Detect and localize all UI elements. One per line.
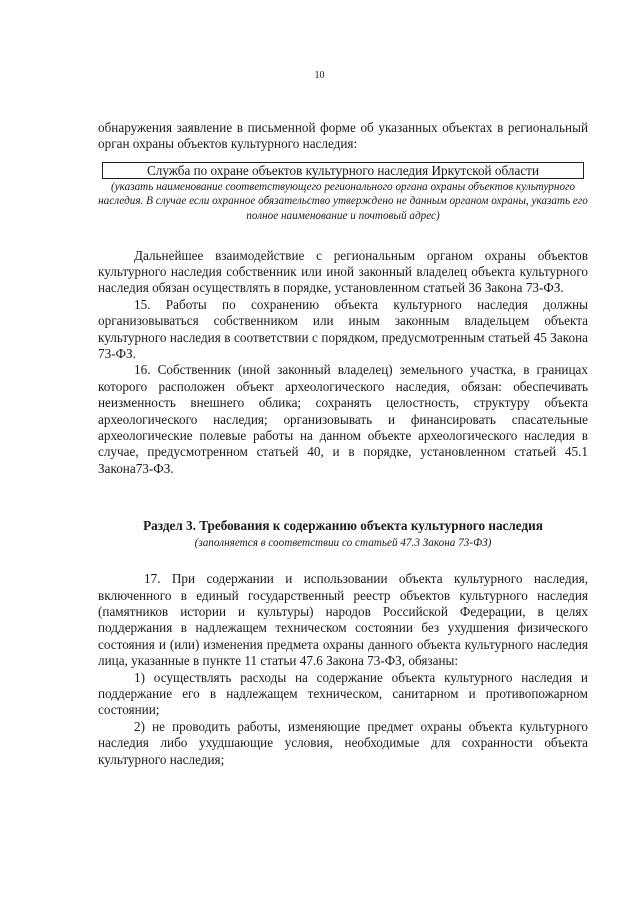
list-item-2: 2) не проводить работы, изменяющие предмет охраны объекта культурного наследия либо ухудшающие условия, необходимые для сохранности объекта культурного наследия; — [98, 718, 588, 767]
paragraph-17: 17. При содержании и использовании объекта культурного наследия, включенного в единый государственный реестр объектов культурного наследия (памятников истории и культуры) народов Российской Федерации, в целях поддержания в надлежащем техническом состоянии без ухудшения физического состояния и (или) изменения предмета охраны данного объекта культурного наследия лица, указанные в пункте 11 статьи 47.6 Закона 73-ФЗ, обязаны: — [98, 571, 588, 669]
section-3-title: Раздел 3. Требования к содержанию объекта культурного наследия — [143, 518, 543, 534]
list-item-1: 1) осуществлять расходы на содержание объекта культурного наследия и поддержание его в надлежащем техническом, санитарном и противопожарном состоянии; — [98, 669, 588, 718]
section-3-subtitle: (заполняется в соответствии со статьей 47.3 Закона 73-ФЗ) — [194, 536, 492, 549]
paragraph-15: 15. Работы по сохранению объекта культурного наследия должны организовываться собственником или иным законным владельцем объекта культурного наследия в соответствии с порядком, предусмотренным статьей 45 Закона 73-ФЗ. — [98, 296, 588, 362]
intro-paragraph: обнаружения заявление в письменной форме об указанных объектах в региональный орган охраны объектов культурного наследия: — [98, 120, 588, 152]
paragraph-16: 16. Собственник (иной законный владелец) земельного участка, в границах которого расположен объект археологического наследия, обязан: обеспечивать неизменность внешнего облика; сохранять целостность, структуру объекта археологического наследия; организовывать и финансировать спасательные археологические полевые работы на данном объекте археологического наследия в случае, предусмотренном статьей 40, и в порядке, установленном статьей 45.1 Закона73-ФЗ. — [98, 362, 588, 476]
document-body — [98, 120, 588, 768]
page-number: 10 — [314, 70, 325, 81]
interaction-paragraph: Дальнейшее взаимодействие с региональным органом охраны объектов культурного наследия собственник или иной законный владелец объекта культурного наследия обязан осуществлять в порядке, установленном статьей 36 Закона 73-ФЗ. — [98, 247, 588, 296]
authority-hint: (указать наименование соответствующего регионального органа охраны объектов культурного наследия. В случае если охранное обязательство утверждено не данным органом охраны, указать его полное наименование и почтовый адрес) — [98, 180, 588, 222]
authority-name-field: Служба по охране объектов культурного наследия Иркутской области — [102, 162, 584, 179]
